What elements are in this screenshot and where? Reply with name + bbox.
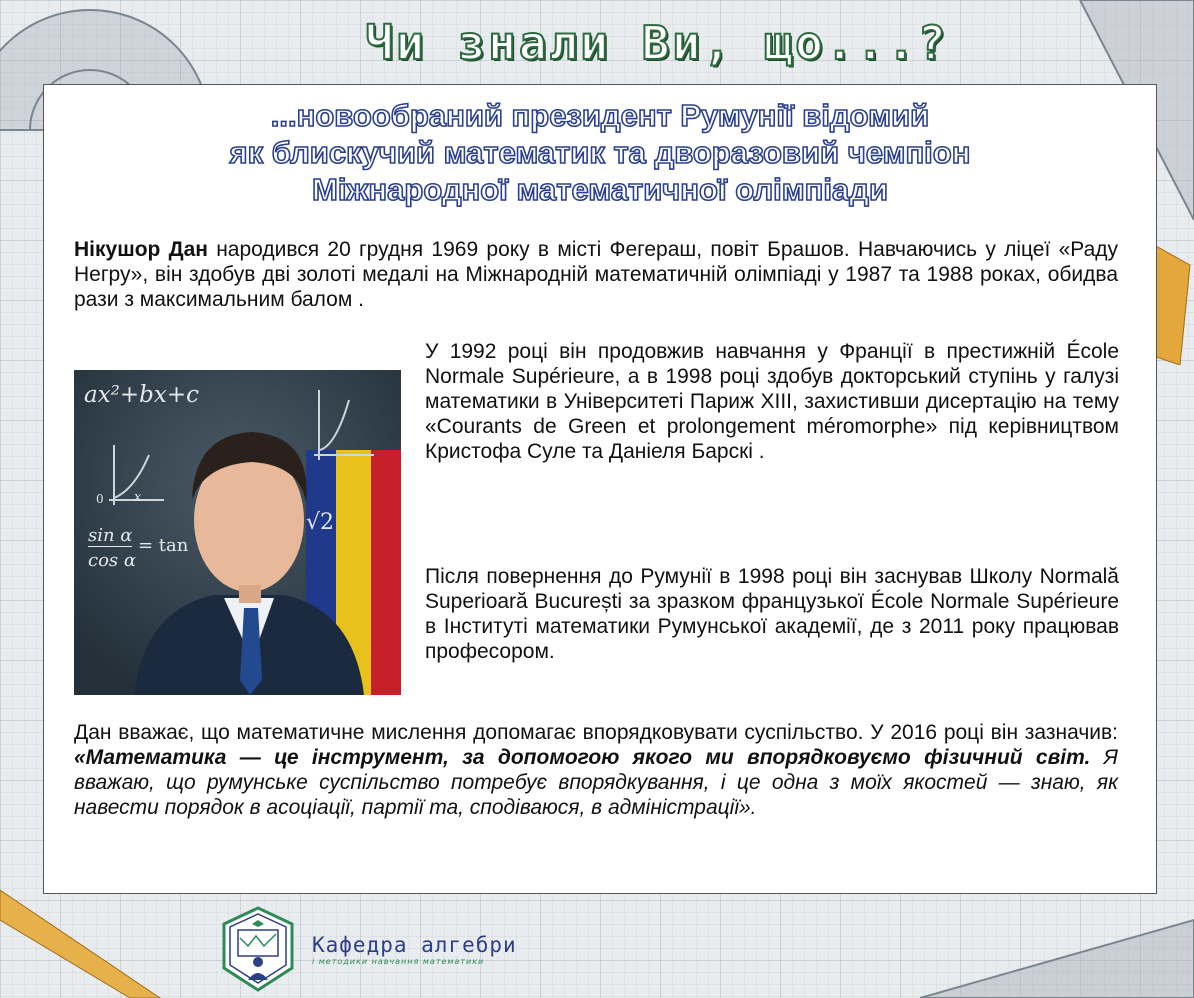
career-paragraph: Після повернення до Румунії в 1998 році він заснував Школу Normală Superioară București за зразком французької École Normale Supérieure в Інституті математики Румунської академії, де з 2011 року працював професором.	[425, 565, 1119, 663]
quote-rest: Я вважаю, що румунське суспільство потребує впорядкування, і це одна з моїх якостей — знаю, як навести порядок в асоціації, партії та, сподіваюся, в адміністрації».	[74, 746, 1118, 819]
intro-paragraph	[74, 237, 1118, 312]
intro-text: народився 20 грудня 1969 року в місті Фегераш, повіт Брашов. Навчаючись у ліцеї «Раду Негру», він здобув дві золоті медалі на Міжнародній математичній олімпіаді у 1987 та 1988 роках, обидва рази з максимальним балом .	[74, 238, 1118, 311]
footer-department: Кафедра алгебри	[312, 933, 517, 957]
headline	[44, 97, 1156, 208]
person-name: Нікушор Дан	[74, 238, 208, 261]
formula-cos: cos α	[88, 550, 137, 571]
formula-sin: sin α	[88, 525, 133, 546]
page-title: Чи знали Ви, що...?	[365, 16, 949, 70]
footer-subtitle: і методики навчання математики	[312, 957, 485, 966]
department-logo	[222, 906, 294, 992]
portrait-photo	[74, 370, 401, 695]
ruler-bottom-decoration	[920, 880, 1194, 998]
headline-line-1: ...новообраний президент Румунії відомий	[270, 98, 930, 133]
quote-intro: Дан вважає, що математичне мислення допомагає впорядковувати суспільство. У 2016 році він зазначив:	[74, 721, 1118, 744]
quote-bold: «Математика — це інструмент, за допомогою якого ми впорядковуємо фізичний світ.	[74, 746, 1091, 769]
axis-zero-label: 0	[96, 492, 104, 506]
education-paragraph: У 1992 році він продовжив навчання у Франції в престижній École Normale Supérieure, а в 1998 році здобув докторський ступінь у галузі математики в Університеті Париж XIII, захистивши дисертацію на тему «Courants de Green et prolongement méromorphe» під керівництвом Кристофа Суле та Даніеля Барскі .	[425, 340, 1119, 463]
content-card	[43, 84, 1157, 894]
formula-quadratic: ax²+bx+c	[84, 382, 200, 408]
formula-sqrt: √2	[306, 510, 335, 535]
quote-paragraph	[74, 720, 1118, 820]
headline-line-3: Міжнародної математичної олімпіади	[312, 172, 888, 207]
headline-line-2: як блискучий математик та дворазовий чемпіон	[229, 135, 971, 170]
formula-tan: = tan	[138, 535, 189, 556]
axis-x-label: x	[134, 490, 142, 505]
footer-text	[312, 933, 517, 966]
